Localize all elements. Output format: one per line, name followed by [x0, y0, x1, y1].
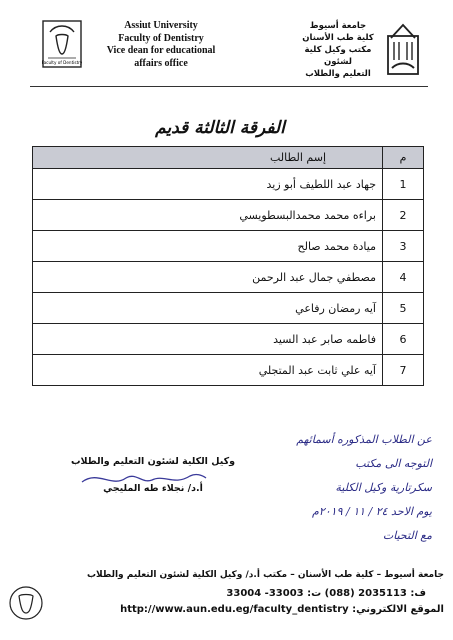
- handwritten-note: [228, 428, 432, 548]
- student-name: براءه محمد محمدالبسطويسي: [33, 200, 383, 231]
- footer-address: جامعة أسيوط – كلية طب الأسنان – مكتب أ.د/ وكيل الكلية لشئون التعليم والطلاب: [86, 570, 444, 580]
- table-row: [33, 200, 424, 231]
- header-divider: [30, 86, 428, 87]
- header-line: Faculty of Dentistry: [118, 32, 204, 44]
- row-number: 4: [383, 262, 424, 293]
- table-row: [33, 355, 424, 386]
- row-number: 2: [383, 200, 424, 231]
- handwritten-line: سكرتارية وكيل الكلية: [335, 481, 432, 494]
- table-row: [33, 262, 424, 293]
- footer-phone: ف: 2035113 (088) ت: 33003- 33004: [226, 588, 426, 599]
- student-name: مصطفي جمال عبد الرحمن: [33, 262, 383, 293]
- student-name: آيه رمضان رفاعي: [33, 293, 383, 324]
- student-name: جهاد عبد اللطيف أبو زيد: [33, 169, 383, 200]
- table-row: [33, 231, 424, 262]
- handwritten-closing: مع التحيات: [382, 529, 432, 542]
- student-name: ميادة محمد صالح: [33, 231, 383, 262]
- student-name: آيه علي ثابت عبد المتجلي: [33, 355, 383, 386]
- university-logo-icon: [386, 22, 420, 76]
- table-row: [33, 169, 424, 200]
- student-name: فاطمه صابر عبد السيد: [33, 324, 383, 355]
- page-title: الفرقة الثالثة قديم: [155, 118, 285, 138]
- column-header-number: م: [383, 147, 424, 169]
- signature-title: وكيل الكلية لشئون التعليم والطلاب: [70, 456, 236, 467]
- footer-logo-icon: [8, 582, 44, 624]
- table-row: [33, 293, 424, 324]
- arabic-header: [292, 20, 384, 80]
- students-table: [32, 146, 424, 386]
- header-line: Vice dean for educational: [106, 45, 216, 56]
- column-header-name-label: إسم الطالب: [269, 151, 326, 164]
- handwritten-line: التوجه الى مكتب: [355, 457, 432, 470]
- header-line: affairs office: [134, 57, 188, 69]
- row-number: 1: [383, 169, 424, 200]
- handwritten-line: يوم الاحد ٢٤ / ١١ / ٢٠١٩م: [312, 505, 432, 518]
- row-number: 7: [383, 355, 424, 386]
- header-line: التعليم والطلاب: [305, 69, 371, 79]
- column-header-name: [33, 147, 383, 169]
- signature-name: أ.د/ نجلاء طه المليجي: [103, 483, 203, 494]
- footer-website: الموقع الالكتروني: http://www.aun.edu.eg/faculty_dentistry: [120, 604, 444, 615]
- handwritten-line: عن الطلاب المذكوره أسمائهم: [296, 433, 432, 446]
- table-row: [33, 324, 424, 355]
- row-number: 6: [383, 324, 424, 355]
- row-number: 5: [383, 293, 424, 324]
- faculty-logo-icon: [42, 20, 82, 68]
- header-line: كلية طب الأسنان: [302, 33, 374, 43]
- header-line: مكتب وكيل كلية لشئون: [304, 45, 372, 67]
- svg-text:Faculty of Dentistry: Faculty of Dentistry: [42, 60, 82, 65]
- header-line: Assiut University: [124, 20, 198, 31]
- table-header-row: [33, 147, 424, 169]
- signature-scribble-icon: [78, 466, 208, 492]
- row-number: 3: [383, 231, 424, 262]
- header-line: جامعة أسيوط: [309, 21, 367, 31]
- english-header: [86, 20, 236, 70]
